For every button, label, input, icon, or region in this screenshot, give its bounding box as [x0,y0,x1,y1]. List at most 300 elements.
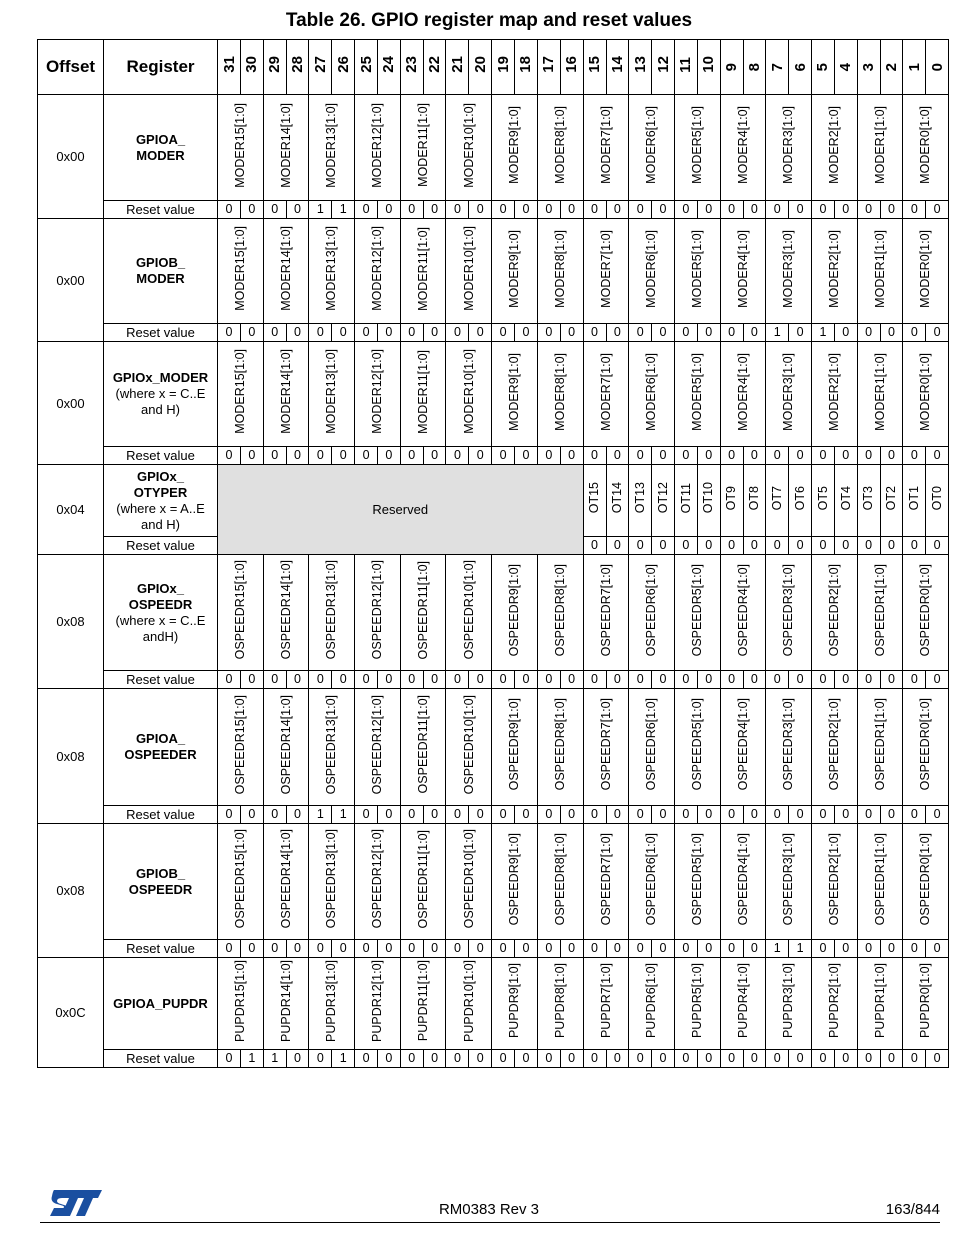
bit-field-label: OSPEEDR0[1:0] [918,832,933,926]
reset-bit-value: 0 [880,201,903,219]
reset-value-row [38,324,949,342]
reset-bit-value: 0 [789,806,812,824]
reset-value-label: Reset value [104,671,218,689]
bit-field [766,958,812,1050]
bit-field [720,824,766,940]
reset-bit-value: 0 [515,324,538,342]
reset-bit-value: 0 [241,940,264,958]
reset-bit-value: 0 [903,537,926,555]
footer-divider [40,1222,940,1223]
bit-field-label: MODER6[1:0] [644,106,659,184]
bit-number: 20 [471,56,489,73]
reset-bit-value: 0 [697,806,720,824]
reset-bit-value: 0 [674,671,697,689]
bit-field-label: MODER2[1:0] [827,352,842,431]
reset-bit-value: 0 [332,671,355,689]
reset-bit-value: 0 [743,201,766,219]
reset-bit-value: 0 [309,447,332,465]
reset-bit-value: 1 [332,1050,355,1068]
bit-field-label: MODER13[1:0] [324,349,339,434]
reset-bit-value: 0 [811,1050,834,1068]
bit-field [903,824,949,940]
register-offset: 0x08 [38,824,104,958]
bit-field [537,824,583,940]
bit-field-label: MODER4[1:0] [735,106,750,184]
bit-number: 19 [494,56,512,73]
reset-bit-value: 0 [811,537,834,555]
reset-bit-value: 0 [880,324,903,342]
reset-bit-value: 0 [309,671,332,689]
bit-field-label: MODER3[1:0] [781,229,796,308]
reset-bit-value: 0 [469,671,492,689]
reset-bit-value: 0 [629,447,652,465]
reset-bit-value: 1 [766,940,789,958]
reset-bit-value: 0 [332,324,355,342]
reset-bit-value: 0 [674,537,697,555]
reset-bit-value: 1 [811,324,834,342]
bit-field [492,958,538,1050]
bit-field-label: OSPEEDR9[1:0] [507,563,522,657]
bit-field-label: OT12 [655,482,670,514]
register-name-line: OTYPER [133,484,188,500]
bit-number: 0 [928,62,946,71]
register-note-line: (where x = C..E [115,386,206,401]
bit-field-label: OSPEEDR1[1:0] [872,832,887,926]
reset-bit-value: 0 [218,324,241,342]
bit-field-label: PUPDR1[1:0] [872,963,887,1039]
bit-field-label: OSPEEDR13[1:0] [324,829,339,929]
reset-bit-value: 0 [515,1050,538,1068]
bit-number-header [743,40,766,95]
bit-field-label: OSPEEDR0[1:0] [918,563,933,657]
bit-field-label: OT11 [678,482,693,514]
reset-bit-value: 0 [834,1050,857,1068]
reset-value-row [38,447,949,465]
reset-bit-value: 0 [355,447,378,465]
register-name-line: GPIOA_ [135,131,186,147]
reset-bit-value: 0 [766,447,789,465]
bit-field [720,95,766,201]
reset-bit-value: 0 [834,324,857,342]
reset-bit-value: 0 [400,447,423,465]
reset-bit-value: 0 [332,447,355,465]
register-name [104,342,218,447]
register-row [38,958,949,1050]
bit-number: 23 [403,56,421,73]
bit-field-label: OSPEEDR13[1:0] [324,694,339,795]
reset-bit-value: 0 [515,940,538,958]
reset-bit-value: 0 [697,201,720,219]
page-number: 163/844 [885,1201,940,1218]
bit-field [606,465,629,537]
reset-bit-value: 1 [309,806,332,824]
bit-field-label: OT3 [861,485,876,511]
register-row [38,689,949,806]
register-name-line: GPIOx_MODER [112,370,209,385]
reset-bit-value: 0 [857,324,880,342]
bit-field-label: MODER14[1:0] [278,226,293,311]
register-offset: 0x08 [38,555,104,689]
reset-bit-value: 0 [606,671,629,689]
reset-bit-value: 0 [309,940,332,958]
bit-field [674,958,720,1050]
register-offset: 0x00 [38,95,104,219]
bit-field [400,958,446,1050]
reset-bit-value: 0 [378,1050,401,1068]
bit-field [811,555,857,671]
bit-field-label: MODER8[1:0] [552,229,567,308]
reset-bit-value: 0 [515,201,538,219]
reset-bit-value: 0 [629,537,652,555]
bit-field [766,555,812,671]
bit-field [857,342,903,447]
bit-number: 8 [745,62,763,71]
reset-bit-value: 0 [560,806,583,824]
bit-field [811,219,857,324]
bit-field [218,342,264,447]
header-row [38,40,949,95]
bit-field [857,555,903,671]
bit-field-label: PUPDR7[1:0] [598,963,613,1039]
bit-field [492,342,538,447]
reset-bit-value: 0 [674,1050,697,1068]
reset-value-row [38,1050,949,1068]
register-row [38,465,949,537]
bit-field [400,555,446,671]
reset-bit-value: 0 [652,201,675,219]
bit-field-label: OSPEEDR11[1:0] [415,560,430,660]
bit-number-header [492,40,515,95]
reset-bit-value: 0 [720,671,743,689]
reset-bit-value: 0 [423,324,446,342]
bit-field-label: MODER5[1:0] [689,229,704,308]
reset-bit-value: 0 [560,447,583,465]
bit-field-label: MODER4[1:0] [735,352,750,431]
reset-bit-value: 0 [606,324,629,342]
reset-bit-value: 0 [743,537,766,555]
bit-number: 7 [768,62,786,71]
reset-bit-value: 0 [263,671,286,689]
bit-number: 29 [266,56,284,73]
bit-field-label: MODER12[1:0] [370,349,385,434]
bit-field-label: OSPEEDR2[1:0] [827,563,842,657]
bit-field [537,689,583,806]
register-offset: 0x08 [38,689,104,824]
reset-bit-value: 0 [537,201,560,219]
reset-bit-value: 0 [515,806,538,824]
reset-value-label: Reset value [104,447,218,465]
bit-field-label: OSPEEDR7[1:0] [598,698,613,791]
register-offset: 0x04 [38,465,104,555]
bit-field [789,465,812,537]
bit-field [857,689,903,806]
bit-field-label: OSPEEDR2[1:0] [827,698,842,791]
bit-field [218,95,264,201]
register-name-line: MODER [136,271,185,286]
bit-field [537,219,583,324]
reset-value-label: Reset value [104,537,218,555]
reset-bit-value: 0 [903,201,926,219]
reset-bit-value: 0 [400,324,423,342]
bit-number: 3 [860,62,878,71]
bit-field-label: OSPEEDR5[1:0] [689,698,704,791]
reset-bit-value: 0 [834,940,857,958]
reset-bit-value: 0 [560,671,583,689]
reset-bit-value: 0 [286,806,309,824]
reset-bit-value: 0 [834,537,857,555]
register-row [38,824,949,940]
bit-field-label: MODER15[1:0] [233,102,248,188]
reset-bit-value: 0 [652,806,675,824]
bit-field [674,342,720,447]
reset-bit-value: 0 [537,940,560,958]
bit-field-label: PUPDR6[1:0] [644,963,659,1039]
bit-field [446,219,492,324]
reset-bit-value: 0 [515,447,538,465]
bit-field-label: OSPEEDR1[1:0] [872,563,887,657]
reset-bit-value: 0 [309,1050,332,1068]
bit-field [355,824,401,940]
reset-bit-value: 0 [652,1050,675,1068]
bit-field [537,555,583,671]
bit-number: 30 [243,56,261,73]
reset-bit-value: 0 [811,940,834,958]
bit-field-label: MODER14[1:0] [278,349,293,434]
bit-field [218,689,264,806]
reset-bit-value: 0 [515,671,538,689]
bit-field-label: MODER12[1:0] [370,102,385,188]
reset-bit-value: 0 [446,1050,469,1068]
reset-bit-value: 0 [720,447,743,465]
bit-number: 26 [334,56,352,73]
bit-field-label: OSPEEDR2[1:0] [827,832,842,926]
bit-field [766,342,812,447]
reset-bit-value: 0 [241,324,264,342]
bit-field-label: MODER6[1:0] [644,352,659,431]
reset-value-row [38,201,949,219]
bit-field [629,219,675,324]
reset-bit-value: 0 [880,537,903,555]
bit-field [400,689,446,806]
bit-field [903,555,949,671]
reset-bit-value: 0 [743,324,766,342]
reset-bit-value: 0 [811,201,834,219]
reset-bit-value: 0 [789,201,812,219]
reset-value-label: Reset value [104,201,218,219]
reset-bit-value: 0 [286,324,309,342]
bit-field-label: OSPEEDR3[1:0] [781,832,796,926]
bit-field-label: OT10 [701,482,716,514]
bit-field-label: OSPEEDR11[1:0] [415,829,430,929]
bit-field-label: OT14 [610,482,625,514]
reset-bit-value: 0 [492,940,515,958]
bit-field [629,555,675,671]
bit-field-label: OSPEEDR12[1:0] [370,694,385,795]
reset-bit-value: 0 [789,1050,812,1068]
bit-field-label: MODER7[1:0] [598,229,613,308]
reset-bit-value: 0 [926,1050,949,1068]
reset-bit-value: 0 [857,671,880,689]
bit-field-label: OT0 [929,485,944,511]
reset-bit-value: 0 [926,671,949,689]
reset-bit-value: 0 [606,537,629,555]
reset-bit-value: 0 [652,447,675,465]
bit-field-label: PUPDR2[1:0] [827,963,842,1039]
register-name-line: GPIOA_PUPDR [113,995,208,1011]
reset-bit-value: 0 [492,1050,515,1068]
bit-field [492,219,538,324]
bit-number: 15 [586,56,603,73]
bit-field-label: PUPDR8[1:0] [552,963,567,1039]
reset-bit-value: 0 [423,806,446,824]
bit-field [903,95,949,201]
reset-bit-value: 0 [857,537,880,555]
reset-bit-value: 0 [355,806,378,824]
register-name-line: OSPEEDR [128,881,193,897]
reset-value-row [38,806,949,824]
bit-field-label: OSPEEDR4[1:0] [735,698,750,791]
reset-bit-value: 0 [766,1050,789,1068]
register-name-line: GPIOB_ [135,865,186,881]
bit-field-label: OSPEEDR10[1:0] [461,829,476,929]
reset-bit-value: 0 [492,671,515,689]
bit-field-label: OSPEEDR9[1:0] [507,698,522,791]
reset-bit-value: 0 [880,671,903,689]
reset-bit-value: 0 [903,671,926,689]
reset-bit-value: 0 [766,806,789,824]
bit-field [766,465,789,537]
bit-field-label: OSPEEDR6[1:0] [644,832,659,926]
reset-bit-value: 0 [629,201,652,219]
bit-field-label: OT7 [770,485,784,511]
reset-bit-value: 0 [834,201,857,219]
register-note-line: and H) [140,516,181,532]
bit-field-label: PUPDR13[1:0] [324,960,339,1042]
reset-bit-value: 0 [743,806,766,824]
bit-field [629,342,675,447]
bit-field-label: MODER11[1:0] [415,103,430,187]
bit-number: 9 [723,62,741,71]
bit-number-header [606,40,629,95]
bit-field-label: MODER5[1:0] [689,352,704,431]
reset-value-label: Reset value [104,806,218,824]
reset-bit-value: 0 [355,201,378,219]
bit-field [400,95,446,201]
reset-bit-value: 0 [400,201,423,219]
register-note-line: (where x = A..E [116,500,205,516]
reset-bit-value: 0 [629,671,652,689]
bit-number-header [629,40,652,95]
reset-bit-value: 0 [218,201,241,219]
reset-bit-value: 0 [766,671,789,689]
bit-field-label: OSPEEDR12[1:0] [370,560,385,660]
reset-bit-value: 0 [697,537,720,555]
bit-field [652,465,675,537]
reset-bit-value: 0 [218,806,241,824]
reset-bit-value: 0 [903,324,926,342]
reset-bit-value: 0 [720,1050,743,1068]
bit-field-label: PUPDR10[1:0] [461,960,476,1042]
bit-field-label: OSPEEDR4[1:0] [735,832,750,926]
reset-bit-value: 0 [926,201,949,219]
bit-field-label: OSPEEDR7[1:0] [598,832,613,926]
reset-bit-value: 0 [400,806,423,824]
reset-bit-value: 0 [446,806,469,824]
reset-bit-value: 0 [720,537,743,555]
reset-bit-value: 0 [926,537,949,555]
bit-field-label: MODER12[1:0] [370,226,385,311]
bit-field [811,465,834,537]
bit-field [400,824,446,940]
offset-header: Offset [38,40,104,95]
register-name [104,465,218,537]
reset-bit-value: 0 [446,940,469,958]
reset-bit-value: 0 [674,324,697,342]
reset-bit-value: 0 [423,940,446,958]
reset-bit-value: 0 [880,1050,903,1068]
bit-number-header [720,40,743,95]
reset-bit-value: 1 [309,201,332,219]
bit-field-label: PUPDR14[1:0] [278,960,293,1042]
bit-field [355,958,401,1050]
bit-field-label: MODER11[1:0] [415,349,430,434]
register-row [38,342,949,447]
bit-field [446,824,492,940]
reset-bit-value: 0 [332,940,355,958]
reset-bit-value: 0 [355,940,378,958]
reset-bit-value: 0 [560,940,583,958]
reset-bit-value: 0 [583,940,606,958]
reset-bit-value: 0 [743,940,766,958]
bit-field-label: MODER0[1:0] [918,229,933,308]
bit-number-header [766,40,789,95]
bit-field-label: MODER9[1:0] [507,352,522,431]
reset-bit-value: 0 [652,940,675,958]
reset-bit-value: 0 [880,806,903,824]
register-name-line: GPIOA_ [135,731,186,746]
gpio-register-map-table [37,39,949,1068]
reset-bit-value: 0 [492,201,515,219]
reset-bit-value: 0 [606,201,629,219]
reset-bit-value: 0 [423,447,446,465]
reset-value-row [38,940,949,958]
bit-field [492,689,538,806]
reset-bit-value: 0 [492,806,515,824]
bit-field [629,824,675,940]
bit-field [811,824,857,940]
reset-bit-value: 0 [880,940,903,958]
bit-field-label: MODER1[1:0] [872,229,887,308]
reset-bit-value: 0 [674,940,697,958]
reset-bit-value: 0 [378,201,401,219]
bit-number-header [697,40,720,95]
bit-field [492,824,538,940]
reset-bit-value: 0 [697,447,720,465]
document-reference: RM0383 Rev 3 [438,1201,540,1218]
bit-field [674,555,720,671]
bit-number: 4 [837,62,855,71]
reset-bit-value: 0 [469,806,492,824]
reset-bit-value: 0 [218,447,241,465]
reset-bit-value: 0 [400,940,423,958]
bit-number: 5 [814,62,832,71]
bit-field-label: PUPDR9[1:0] [507,963,522,1039]
reset-bit-value: 1 [789,940,812,958]
reset-bit-value: 0 [537,1050,560,1068]
bit-number-header [241,40,264,95]
bit-field-label: MODER10[1:0] [461,102,476,188]
reset-bit-value: 0 [789,324,812,342]
